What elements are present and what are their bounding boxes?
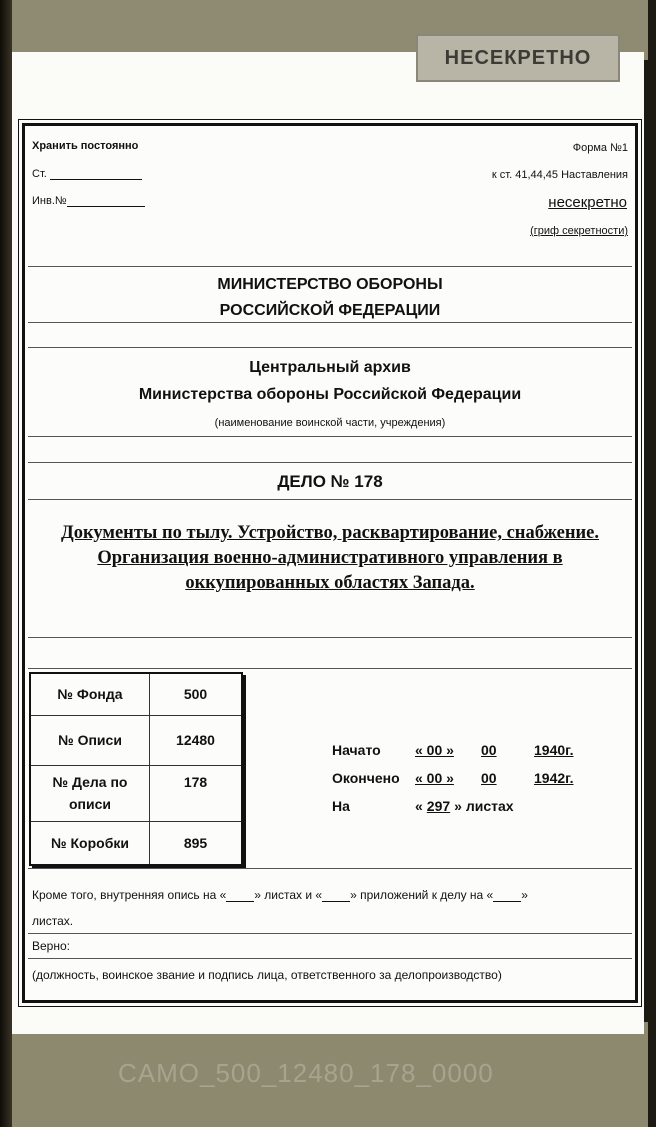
note-part: » листах и « <box>254 888 323 902</box>
scan-edge <box>0 0 12 1127</box>
quote-close-sheets: » листах <box>454 798 514 814</box>
table-row <box>30 715 242 765</box>
divider <box>28 637 632 638</box>
divider <box>28 668 632 669</box>
divider <box>28 347 632 348</box>
fond-label: № Фонда <box>30 673 150 715</box>
opis-label: № Описи <box>30 715 150 765</box>
note-part: » приложений к делу на « <box>350 888 494 902</box>
secrecy-value: несекретно <box>548 194 627 211</box>
archive-caption: (наименование воинской части, учреждения) <box>214 417 446 429</box>
divider <box>28 462 632 463</box>
started-year: 1940г. <box>534 742 574 758</box>
ministry-line-1: МИНИСТЕРСТВО ОБОРОНЫ <box>217 276 443 293</box>
inv-blank <box>67 206 145 207</box>
case-number: ДЕЛО № 178 <box>277 472 383 491</box>
verno-label: Верно: <box>32 939 70 953</box>
case-description: Документы по тылу. Устройство, расквартирование, снабжение. Организация военно-административного управления в оккупированных областях Запада. <box>60 523 600 593</box>
ended-year: 1942г. <box>534 770 574 786</box>
keep-permanently: Хранить постоянно <box>32 140 139 152</box>
started-label: Начато <box>332 742 381 758</box>
box-label: № Коробки <box>30 821 150 865</box>
blank-field <box>226 901 254 902</box>
st-blank <box>50 179 142 180</box>
divider <box>28 266 632 267</box>
divider <box>28 868 632 869</box>
case-cover-form <box>22 123 638 1003</box>
box-value: 895 <box>150 821 243 865</box>
archive-line-1: Центральный архив <box>249 359 411 376</box>
delo-label: № Дела по описи <box>30 765 150 821</box>
responsible-person-caption: (должность, воинское звание и подпись лица, ответственного за делопроизводство) <box>32 968 502 982</box>
divider <box>28 322 632 323</box>
ended-month: 00 <box>481 770 497 786</box>
started-day: « 00 » <box>415 742 454 758</box>
ended-label: Окончено <box>332 770 400 786</box>
divider <box>28 958 632 959</box>
divider <box>28 933 632 934</box>
note-part: Кроме того, внутренняя опись на « <box>32 888 227 902</box>
archive-line-2: Министерства обороны Российской Федерации <box>138 386 522 403</box>
delo-value: 178 <box>150 765 243 821</box>
note-part: » <box>521 888 528 902</box>
archive-codes-table <box>29 672 243 866</box>
st-field <box>32 168 142 180</box>
ended-day: « 00 » <box>415 770 454 786</box>
sheets-word: листах. <box>32 914 74 928</box>
table-row <box>30 673 242 715</box>
archive-watermark: CAMO_500_12480_178_0000 <box>118 1058 494 1088</box>
inv-label: Инв.№ <box>32 195 67 207</box>
inv-field <box>32 195 145 207</box>
quote-open: « <box>415 798 423 814</box>
ministry-line-2: РОССИЙСКОЙ ФЕДЕРАЦИИ <box>219 302 441 319</box>
form-number: Форма №1 <box>572 142 628 154</box>
divider <box>28 436 632 437</box>
table-row <box>30 765 242 821</box>
regulation-reference: к ст. 41,44,45 Наставления <box>491 169 628 181</box>
inventory-note <box>32 888 528 902</box>
sheets-count: 297 <box>426 798 451 814</box>
st-label: Ст. <box>32 168 47 180</box>
secrecy-caption: (гриф секретности) <box>530 225 628 237</box>
blank-field <box>322 901 350 902</box>
opis-value: 12480 <box>150 715 243 765</box>
secrecy-stamp: НЕСЕКРЕТНО <box>416 34 620 82</box>
blank-field <box>493 901 521 902</box>
sheets-count-field <box>415 798 514 814</box>
divider <box>28 499 632 500</box>
started-month: 00 <box>481 742 497 758</box>
sheets-label: На <box>332 798 350 814</box>
fond-value: 500 <box>150 673 243 715</box>
table-row <box>30 821 242 865</box>
